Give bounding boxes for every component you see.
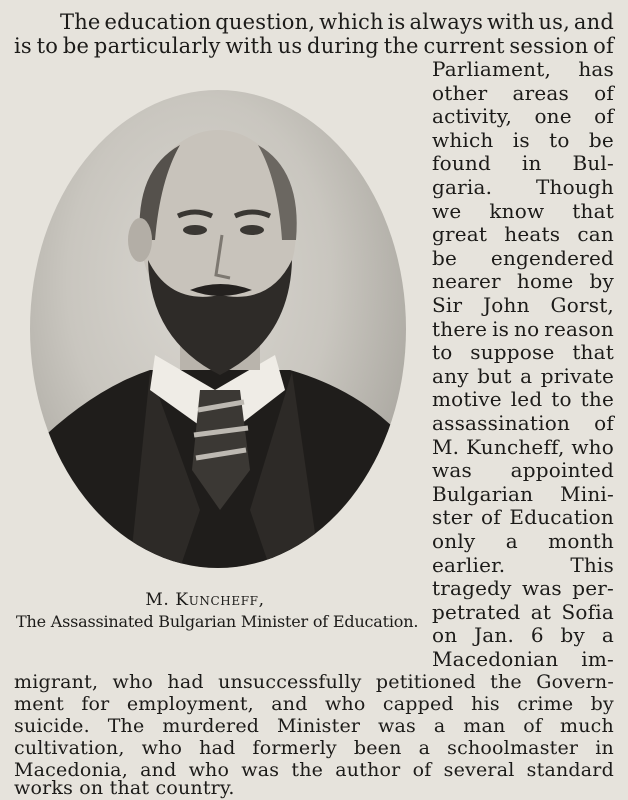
article-line-full-5: Macedonia, and who was the author of several standard	[14, 759, 614, 781]
article-line-col-5: found in Bul-	[432, 151, 614, 176]
caption-name: M. Kuncheff,	[145, 590, 265, 610]
article-line-col-19: Bulgarian Mini-	[432, 481, 614, 506]
article-line-col-17: M. Kuncheff, who	[432, 434, 614, 459]
article-line-col-7: we know that	[432, 198, 614, 223]
article-line-col-25: on Jan. 6 by a	[432, 623, 614, 648]
article-line-col-4: which is to be	[432, 127, 614, 152]
article-line-col-14: any but a private	[432, 363, 614, 388]
article-line-col-6: garia. Though	[432, 175, 614, 199]
article-line-col-22: earlier. This	[432, 552, 614, 577]
article-line-full-2: ment for employment, and who capped his crime by	[14, 693, 614, 715]
article-line-col-24: petrated at Sofia	[432, 599, 614, 624]
article-line-intro-2: is to be particularly with us during the current session of	[14, 34, 614, 58]
article-line-col-16: assassination of	[432, 411, 614, 435]
article-line-col-18: was appointed	[432, 458, 614, 483]
article-line-col-15: motive led to the	[432, 387, 614, 412]
article-line-col-11: Sir John Gorst,	[432, 293, 614, 317]
article-line-col-3: activity, one of	[432, 104, 614, 129]
article-line-col-20: ster of Education	[432, 505, 614, 530]
caption-description: The Assassinated Bulgarian Minister of Education.	[16, 612, 419, 631]
article-line-full-1: migrant, who had unsuccessfully petitioned the Govern-	[14, 671, 614, 693]
article-line-col-10: nearer home by	[432, 269, 614, 294]
article-line-col-1: Parliament, has	[432, 57, 614, 81]
article-line-col-2: other areas of	[432, 80, 614, 105]
article-line-intro-1: The education question, which is always with us, and	[60, 10, 614, 34]
article-line-col-12: there is no reason	[432, 316, 614, 341]
article-line-col-21: only a month	[432, 529, 614, 553]
article-line-col-8: great heats can	[432, 222, 614, 247]
article-line-col-13: to suppose that	[432, 340, 614, 365]
article-line-col-9: be engendered	[432, 245, 614, 270]
article-line-full-3: suicide. The murdered Minister was a man of much	[14, 715, 614, 737]
article-line-col-26: Macedonian im-	[432, 647, 614, 671]
article-line-full-6: works on that country.	[14, 777, 235, 799]
article-line-full-4: cultivation, who had formerly been a schoolmaster in	[14, 737, 614, 759]
article-line-col-23: tragedy was per-	[432, 576, 614, 601]
portrait-photo	[30, 90, 406, 568]
portrait-illustration	[30, 90, 406, 568]
